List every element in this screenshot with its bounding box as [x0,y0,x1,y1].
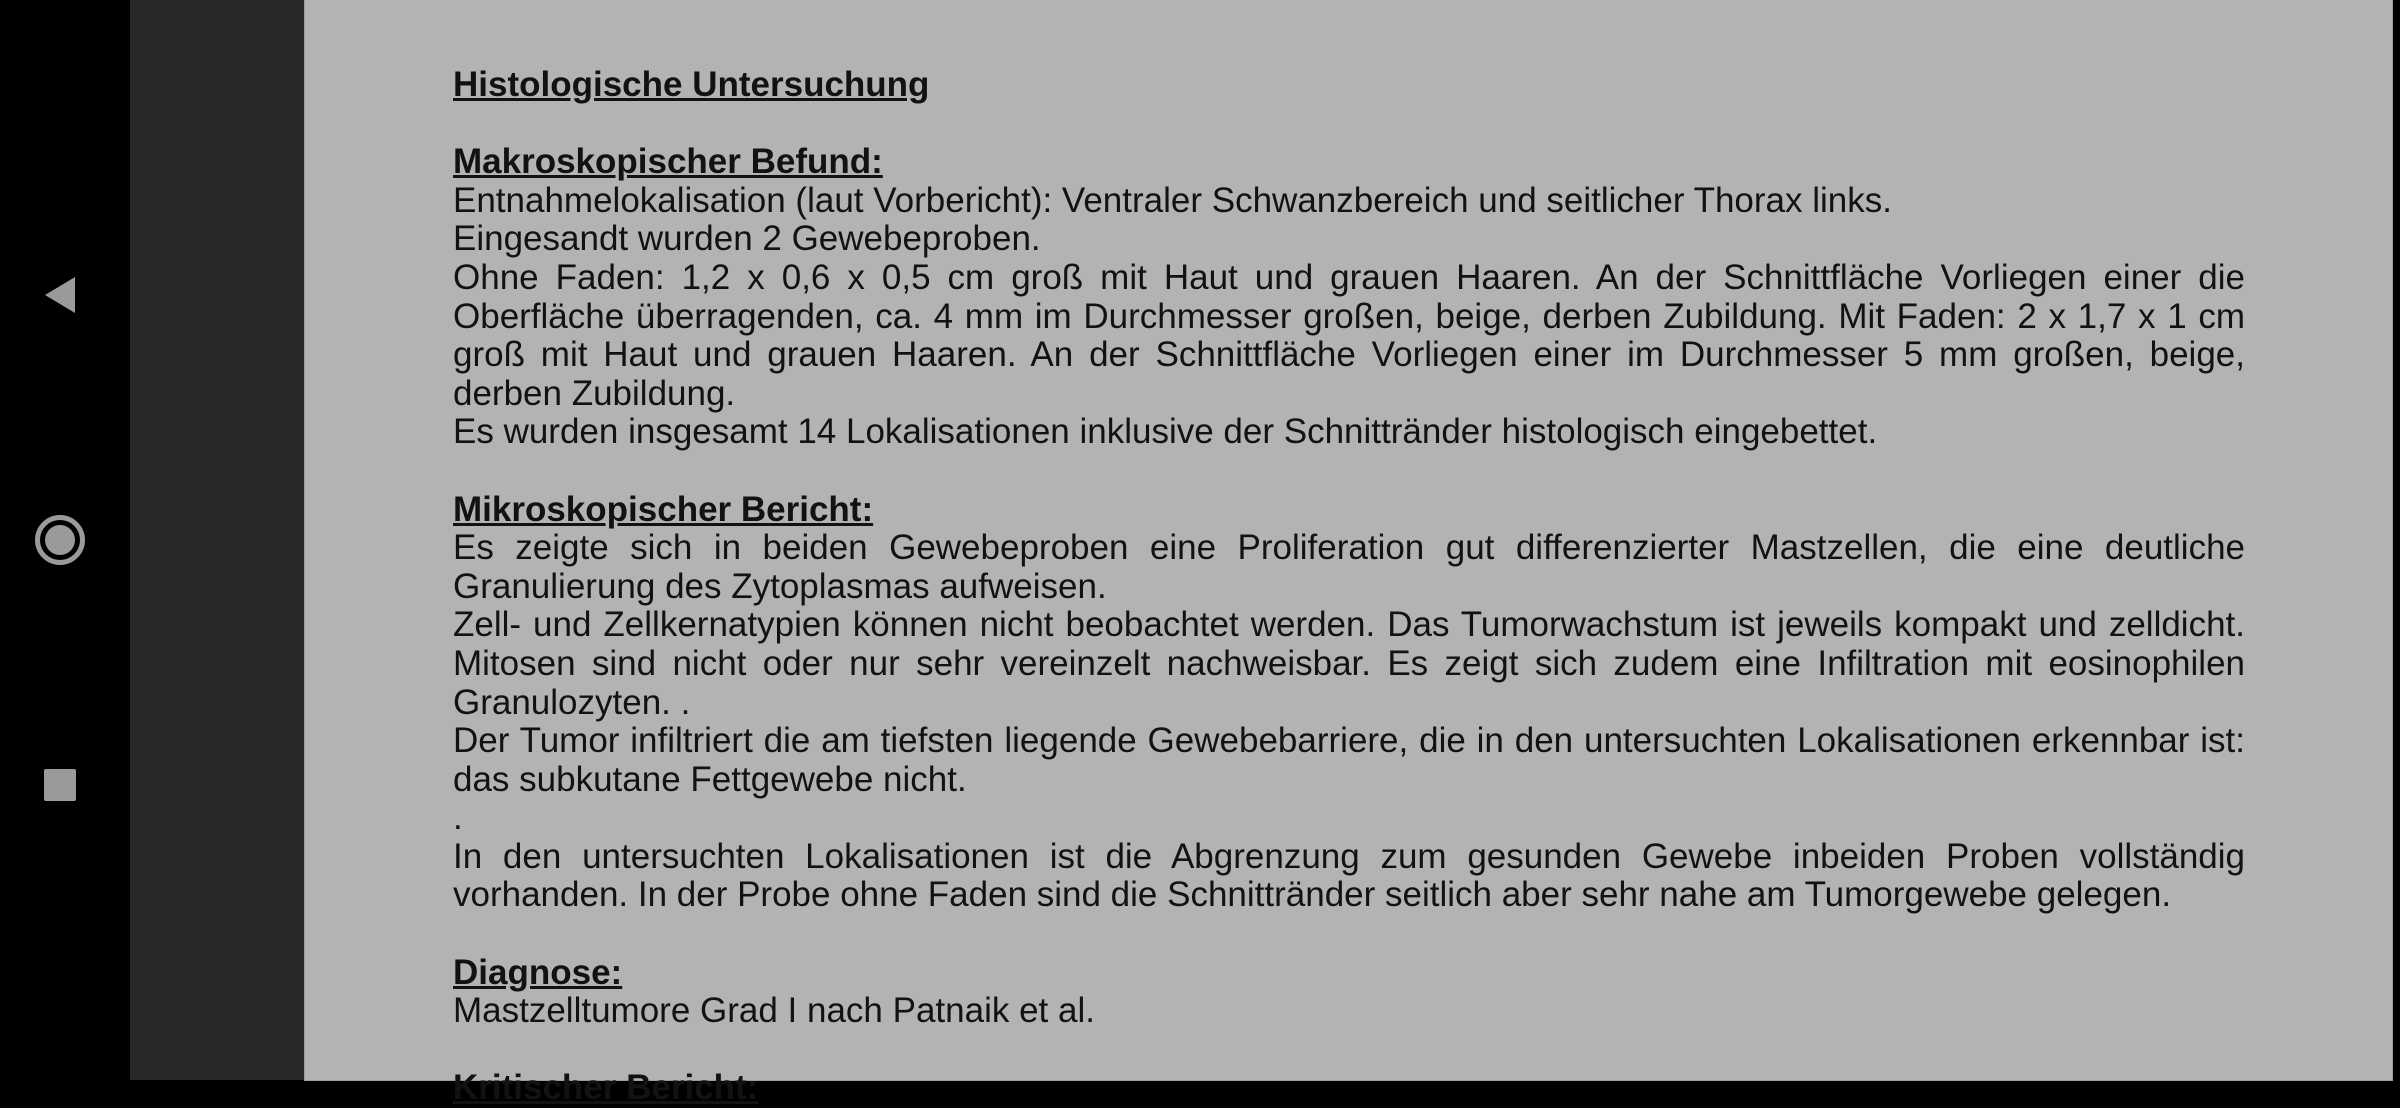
micro-line: In den untersuchten Lokalisationen ist die Abgrenzung zum gesunden Gewebe inbeiden Proben vollständig vorhanden. In der Probe ohne Faden sind die Schnittränder seitlich aber sehr nahe am Tumorgewebe gelegen. [453,836,2245,915]
macro-line: Ohne Faden: 1,2 x 0,6 x 0,5 cm groß mit Haut und grauen Haaren. An der Schnittfläche Vorliegen einer die Oberfläche überragenden, ca. 4 mm im Durchmesser großen, beige, derben Zubildung. Mit Faden: 2 x 1,7 x 1 cm groß mit Haut und grauen Haaren. An der Schnittfläche Vorliegen einer im Durchmesser 5 mm großen, beige, derben Zubildung. [453,257,2245,413]
document-content [453,66,2245,1108]
diagnosis-line: Mastzelltumore Grad I nach Patnaik et al. [453,991,1095,1031]
document-viewer[interactable] [130,0,2305,1108]
macro-line: Eingesandt wurden 2 Gewebeproben. [453,219,1041,259]
micro-line: Zell- und Zellkernatypien können nicht beobachtet werden. Das Tumorwachstum ist jeweils kompakt und zelldicht. Mitosen sind nicht oder nur sehr vereinzelt nachweisbar. Es zeigt sich zudem eine Infiltration mit eosinophilen Granulozyten. . [453,605,2245,722]
micro-heading: Mikroskopischer Bericht: [453,489,874,529]
micro-line: Es zeigte sich in beiden Gewebeproben eine Proliferation gut differenzierter Mastzellen, die eine deutliche Granulierung des Zytoplasmas aufweisen. [453,528,2245,606]
home-button[interactable] [25,505,95,575]
macro-heading: Makroskopischer Befund: [453,142,883,182]
next-section-heading: Kritischer Bericht: [453,1068,759,1108]
back-button[interactable] [25,260,95,330]
diagnosis-heading: Diagnose: [453,952,623,992]
document-title: Histologische Untersuchung [453,65,930,104]
back-triangle-icon [45,277,75,313]
home-circle-icon [35,515,85,565]
document-page[interactable] [305,0,2392,1108]
macro-line: Es wurden insgesamt 14 Lokalisationen inklusive der Schnittränder histologisch eingebettet. [453,412,1878,452]
recents-button[interactable] [25,750,95,820]
micro-line: Der Tumor infiltriert die am tiefsten liegende Gewebebarriere, die in den untersuchten Lokalisationen erkennbar ist: das subkutane Fettgewebe nicht. [453,721,2245,799]
micro-line: . [453,798,463,838]
recents-square-icon [44,769,76,801]
navigation-bar [0,0,130,1080]
macro-line: Entnahmelokalisation (laut Vorbericht): Ventraler Schwanzbereich und seitlicher Thorax links. [453,180,1892,220]
